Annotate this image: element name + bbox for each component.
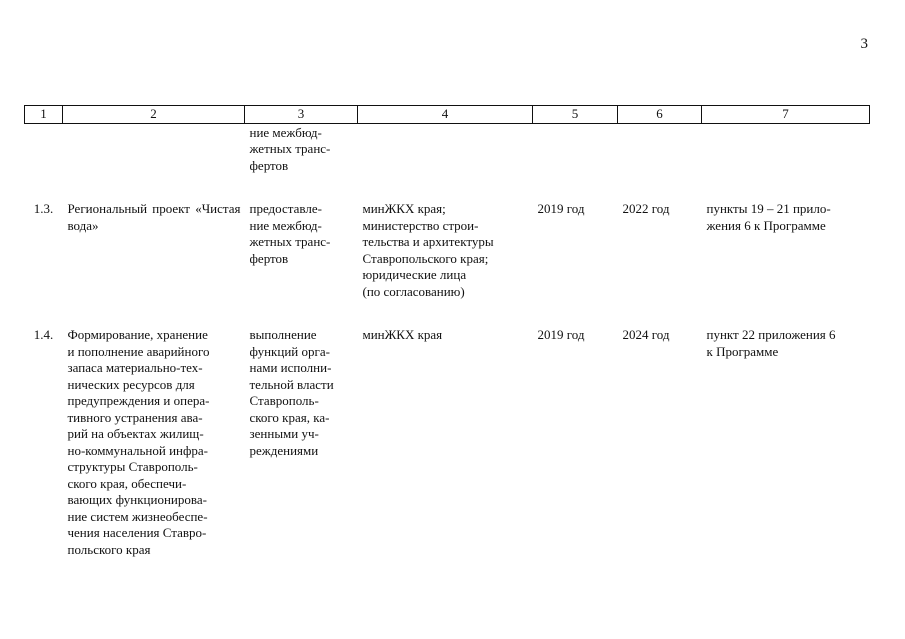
table-row: [25, 327, 870, 558]
table-row: [25, 201, 870, 327]
column-header: 7: [702, 106, 870, 124]
executor-cell: минЖКХ края; министерство строи- тельства и архитектуры Ставропольского края; юридические лица (по согласованию): [362, 201, 494, 299]
column-header: 6: [618, 106, 702, 124]
column-header: 3: [245, 106, 358, 124]
measure-name-cell: Региональный проект «Чистая вода»: [67, 201, 241, 233]
program-table: [24, 105, 870, 558]
start-year-cell: 2019 год: [537, 201, 585, 216]
form-cell: ние межбюд- жетных транс- фертов: [249, 124, 331, 173]
executor-cell: минЖКХ края: [362, 327, 443, 342]
table-row-continuation: [25, 123, 870, 201]
column-header: 2: [63, 106, 245, 124]
end-year-cell: 2024 год: [622, 327, 670, 342]
row-number: 1.4.: [33, 327, 54, 342]
page-number: 3: [860, 36, 868, 52]
program-link-cell: пункты 19 – 21 прило- жения 6 к Программе: [706, 201, 831, 233]
column-header: 1: [25, 106, 63, 124]
column-header: 5: [533, 106, 618, 124]
column-header: 4: [358, 106, 533, 124]
table-header-row: [25, 106, 870, 124]
end-year-cell: 2022 год: [622, 201, 670, 216]
form-cell: предоставле- ние межбюд- жетных транс- фертов: [249, 201, 331, 266]
measure-name-cell: Формирование, хранение и пополнение аварийного запаса материально-тех- нических ресурсов для предупреждения и опера- тивного устранения ава- рий на объектах жилищ- но-коммунальной инфра- структуры Ставрополь- ского края, обеспечи- вающих функционирова- ние систем жизнеобеспе- чения населения Ставро- польского края: [67, 327, 210, 557]
row-number: 1.3.: [33, 201, 54, 216]
form-cell: выполнение функций орга- нами исполни- тельной власти Ставрополь- ского края, ка- зенными уч- реждениями: [249, 327, 334, 458]
start-year-cell: 2019 год: [537, 327, 585, 342]
program-link-cell: пункт 22 приложения 6 к Программе: [706, 327, 836, 359]
